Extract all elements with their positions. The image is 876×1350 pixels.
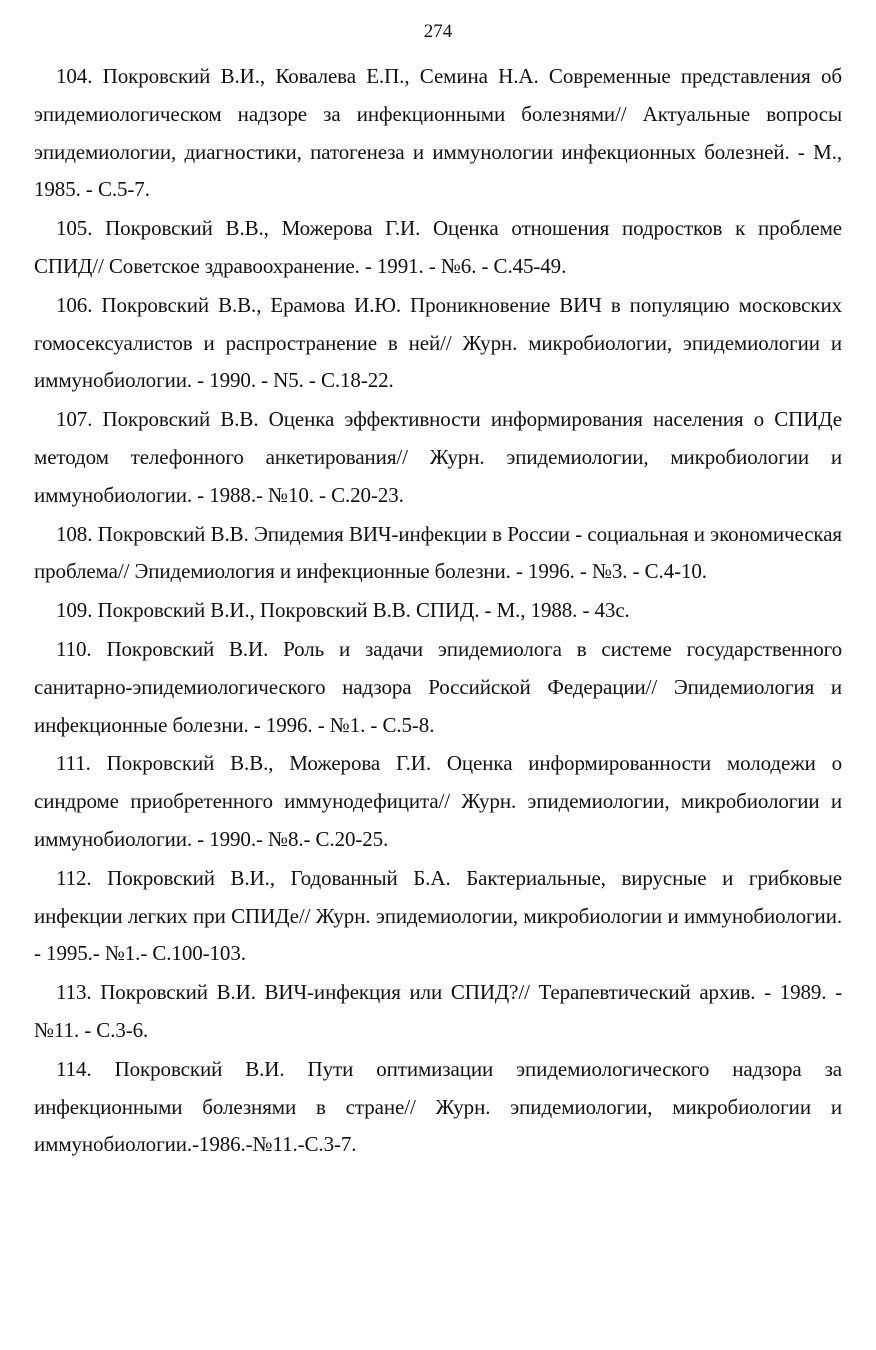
reference-item: 106. Покровский В.В., Ерамова И.Ю. Проникновение ВИЧ в популяцию московских гомосексуалистов и распространение в ней// Журн. микробиологии, эпидемиологии и иммунобиологии. - 1990. - N5. - С.18-22. <box>34 292 842 393</box>
page-number: 274 <box>423 21 453 42</box>
reference-item: 107. Покровский В.В. Оценка эффективности информирования населения о СПИДе методом телефонного анкетирования// Журн. эпидемиологии, микробиологии и иммунобиологии. - 1988.- №10. - С.20-23. <box>34 407 842 507</box>
reference-item: 113. Покровский В.И. ВИЧ-инфекция или СПИД?// Терапевтический архив. - 1989. - №11. - С.3-6. <box>34 980 842 1042</box>
reference-item: 112. Покровский В.И., Годованный Б.А. Бактериальные, вирусные и грибковые инфекции легких при СПИДе// Журн. эпидемиологии, микробиологии и иммунобиологии. - 1995.- №1.- С.100-103. <box>34 865 842 966</box>
reference-item: 104. Покровский В.И., Ковалева Е.П., Семина Н.А. Современные представления об эпидемиологическом надзоре за инфекционными болезнями// Актуальные вопросы эпидемиологии, диагностики, патогенеза и иммунологии инфекционных болезней. - М., 1985. - С.5-7. <box>34 64 842 202</box>
reference-item: 108. Покровский В.В. Эпидемия ВИЧ-инфекции в России - социальная и экономическая проблема// Эпидемиология и инфекционные болезни. - 1996. - №3. - С.4-10. <box>34 521 842 584</box>
reference-item: 110. Покровский В.И. Роль и задачи эпидемиолога в системе государственного санитарно-эпидемиологического надзора Российской Федерации// Эпидемиология и инфекционные болезни. - 1996. - №1. - С.5-8. <box>34 636 842 737</box>
reference-item: 114. Покровский В.И. Пути оптимизации эпидемиологического надзора за инфекционными болезнями в стране// Журн. эпидемиологии, микробиологии и иммунобиологии.-1986.-№11.-С.3-7. <box>34 1056 842 1157</box>
reference-list <box>34 58 842 1165</box>
reference-item: 109. Покровский В.И., Покровский В.В. СПИД. - М., 1988. - 43с. <box>56 598 630 623</box>
reference-item: 111. Покровский В.В., Можерова Г.И. Оценка информированности молодежи о синдроме приобретенного иммунодефицита// Журн. эпидемиологии, микробиологии и иммунобиологии. - 1990.- №8.- С.20-25. <box>34 751 842 851</box>
reference-item: 105. Покровский В.В., Можерова Г.И. Оценка отношения подростков к проблеме СПИД// Советское здравоохранение. - 1991. - №6. - С.45-49. <box>34 216 842 278</box>
